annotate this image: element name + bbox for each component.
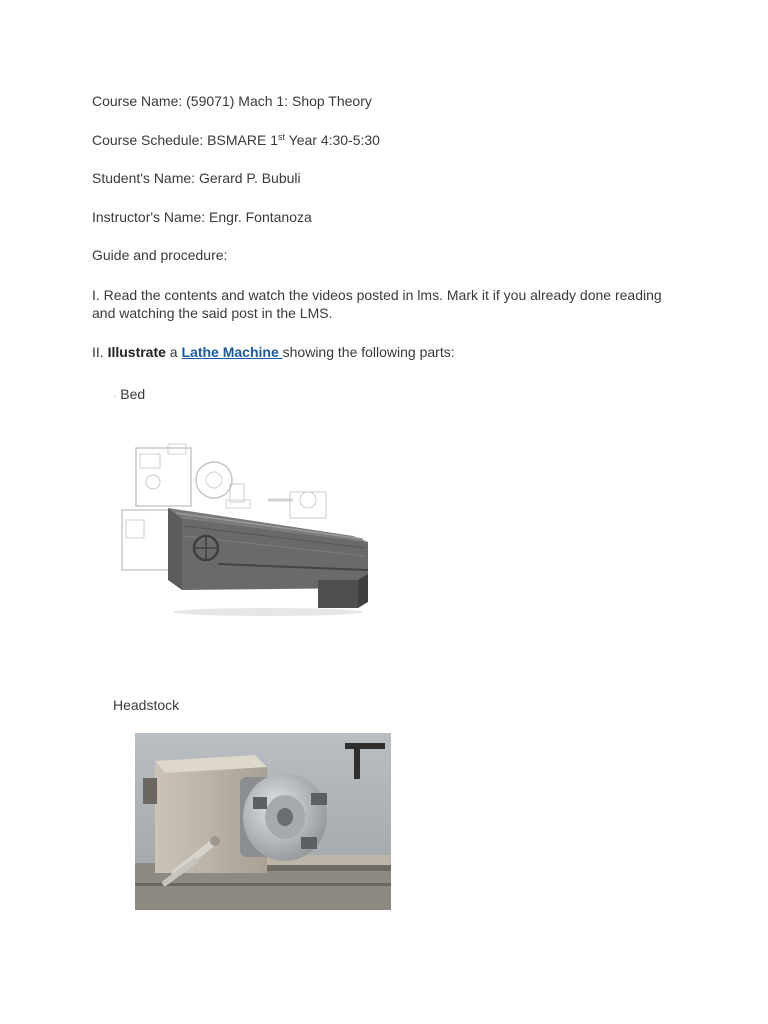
step-two-mid: a	[165, 344, 182, 360]
lathe-machine-link[interactable]: Lathe Machine	[181, 344, 283, 360]
student-name: Student's Name: Gerard P. Bubuli	[92, 170, 301, 186]
step-two-bold: Illustrate	[107, 344, 166, 360]
part-bed-label: Bed	[120, 386, 146, 402]
schedule-prefix: Course Schedule: BSMARE 1	[92, 132, 278, 148]
instructor-name: Instructor's Name: Engr. Fontanoza	[92, 209, 312, 225]
step-two-prefix: II.	[92, 344, 108, 360]
schedule-suffix: Year 4:30-5:30	[285, 132, 380, 148]
course-name: Course Name: (59071) Mach 1: Shop Theory	[92, 93, 372, 109]
part-bed	[113, 385, 145, 406]
step-two-text	[92, 343, 455, 361]
lathe-bed-illustration	[118, 440, 373, 618]
guide-heading: Guide and procedure:	[92, 247, 228, 263]
part-headstock: Headstock	[113, 697, 180, 713]
course-schedule	[92, 131, 380, 149]
bullet-icon: ·	[113, 391, 117, 402]
headstock-photo	[135, 733, 391, 910]
schedule-superscript: st	[277, 132, 285, 142]
step-two-suffix: showing the following parts:	[282, 344, 455, 360]
step-one-text: I. Read the contents and watch the videos posted in lms. Mark it if you already done reading and watching the said post in the LMS.	[92, 287, 662, 321]
